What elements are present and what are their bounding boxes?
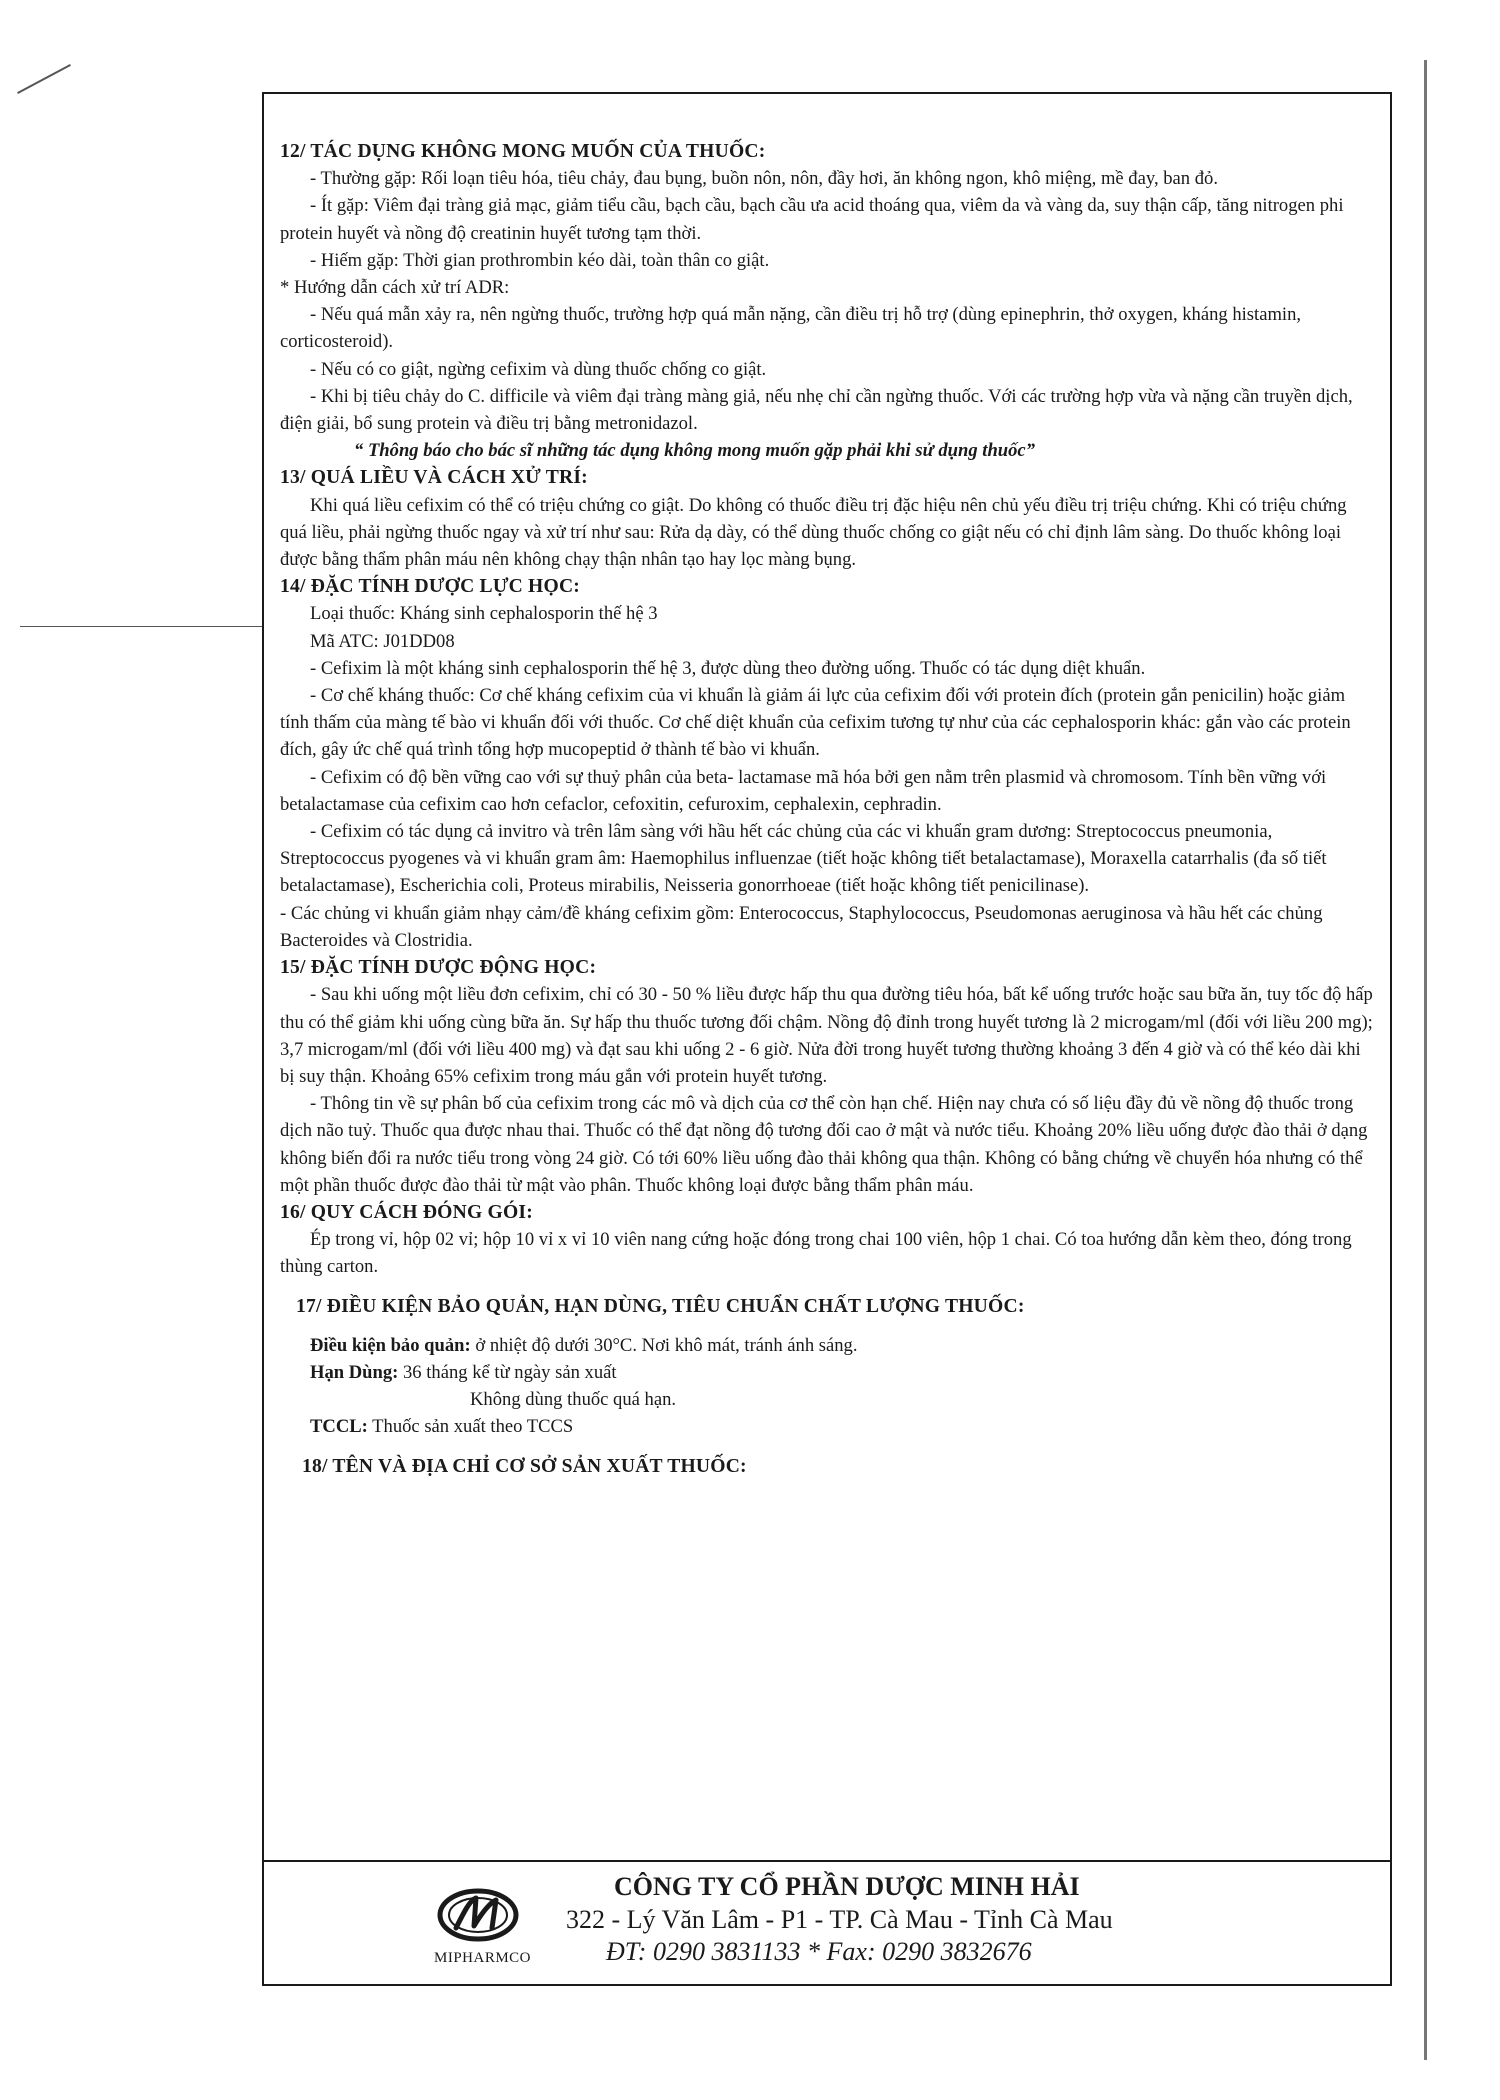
section-18-heading: 18/ TÊN VÀ ĐỊA CHỈ CƠ SỞ SẢN XUẤT THUỐC: <box>302 1455 747 1477</box>
section-17-heading: 17/ ĐIỀU KIỆN BẢO QUẢN, HẠN DÙNG, TIÊU CHUẨN CHẤT LƯỢNG THUỐC: <box>296 1295 1025 1317</box>
section-16-heading: 16/ QUY CÁCH ĐÓNG GÓI: <box>280 1201 533 1223</box>
adverse-effect-notice: “ Thông báo cho bác sĩ những tác dụng không mong muốn gặp phải khi sử dụng thuốc” <box>354 440 1035 462</box>
tccl-value: Thuốc sản xuất theo TCCS <box>367 1416 574 1438</box>
section-14-line: - Cefixim có tác dụng cả invitro và trên lâm sàng với hầu hết các chủng của các vi khuẩn gram dương: Streptococcus pneumonia, Streptococcus pyogenes và vi khuẩn gram âm: Haemophilus influenzae (tiết hoặc không tiết betalactamase), Moraxella catarrhalis (đa số tiết betalactamase), Escherichia coli, Proteus mirabilis, Neisseria gonorrhoeae (tiết hoặc không tiết penicilinase). <box>280 821 1327 897</box>
adr-line: - Khi bị tiêu chảy do C. difficile và viêm đại tràng màng giả, nếu nhẹ chỉ cần ngừng thuốc. Với các trường hợp vừa và nặng cần truyền dịch, điện giải, bổ sung protein và điều trị bằng metronidazol. <box>280 385 1353 435</box>
mipharmco-logo-icon <box>436 1882 520 1948</box>
section-12-line: - Hiếm gặp: Thời gian prothrombin kéo dài, toàn thân co giật. <box>310 249 770 271</box>
section-13-heading: 13/ QUÁ LIỀU VÀ CÁCH XỬ TRÍ: <box>280 467 588 489</box>
document-frame <box>262 92 1392 1986</box>
section-13-line: Khi quá liều cefixim có thể có triệu chứng co giật. Do không có thuốc điều trị đặc hiệu nên chủ yếu điều trị triệu chứng. Khi có triệu chứng quá liều, phải ngừng thuốc ngay và xử trí như sau: Rửa dạ dày, có thể dùng thuốc chống co giật nếu có chỉ định lâm sàng. Do thuốc không loại được bằng thẩm phân máu nên không chạy thận nhân tạo hay lọc màng bụng. <box>280 494 1347 571</box>
section-14-heading: 14/ ĐẶC TÍNH DƯỢC LỰC HỌC: <box>280 576 581 598</box>
expiry-value: 36 tháng kể từ ngày sản xuất <box>398 1361 617 1383</box>
company-name: CÔNG TY CỔ PHẦN DƯỢC MINH HẢI <box>614 1872 1080 1901</box>
section-15-heading: 15/ ĐẶC TÍNH DƯỢC ĐỘNG HỌC: <box>280 957 597 979</box>
expiry <box>280 1359 1376 1386</box>
section-12-line: - Thường gặp: Rối loạn tiêu hóa, tiêu chảy, đau bụng, buồn nôn, nôn, đầy hơi, ăn không ngon, khô miệng, mề đay, ban đỏ. <box>310 168 1218 190</box>
drug-class: Loại thuốc: Kháng sinh cephalosporin thế hệ 3 <box>310 603 658 625</box>
document-content <box>280 138 1376 1480</box>
section-12-heading: 12/ TÁC DỤNG KHÔNG MONG MUỐN CỦA THUỐC: <box>280 141 766 162</box>
quality-standard <box>280 1413 1376 1440</box>
atc-code: Mã ATC: J01DD08 <box>310 630 455 652</box>
scan-line-left <box>20 626 270 627</box>
company-address: 322 - Lý Văn Lâm - P1 - TP. Cà Mau - Tỉnh Cà Mau <box>566 1905 1113 1934</box>
expiry-note: Không dùng thuốc quá hạn. <box>470 1389 677 1411</box>
adr-line: - Nếu quá mẫn xảy ra, nên ngừng thuốc, trường hợp quá mẫn nặng, cần điều trị hỗ trợ (dùng epinephrin, thở oxygen, kháng histamin, corticosteroid). <box>280 304 1302 353</box>
section-14-line: - Cefixim là một kháng sinh cephalosporin thế hệ 3, được dùng theo đường uống. Thuốc có tác dụng diệt khuẩn. <box>310 657 1146 679</box>
company-phone-fax: ĐT: 0290 3831133 * Fax: 0290 3832676 <box>606 1937 1032 1966</box>
storage-label: Điều kiện bảo quản: <box>310 1334 471 1356</box>
adr-line: - Nếu có co giật, ngừng cefixim và dùng thuốc chống co giật. <box>310 358 767 380</box>
scan-edge-right <box>1424 60 1427 2060</box>
company-block <box>566 1870 1286 1968</box>
section-14-line: - Cơ chế kháng thuốc: Cơ chế kháng cefixim của vi khuẩn là giảm ái lực của cefixim đối với protein đích (protein gắn penicilin) hoặc giảm tính thấm của màng tế bào vi khuẩn đối với thuốc. Cơ chế diệt khuẩn của cefixim tương tự như của các cephalosporin khác: gắn vào các protein đích, gây ức chế quá trình tổng hợp mucopeptid ở thành tế bào vi khuẩn. <box>280 685 1351 761</box>
adr-guide-title: * Hướng dẫn cách xử trí ADR: <box>280 277 510 299</box>
section-15-line: - Thông tin về sự phân bố của cefixim trong các mô và dịch của cơ thể còn hạn chế. Hiện nay chưa có số liệu đầy đủ về nồng độ thuốc trong dịch não tuỷ. Thuốc qua được nhau thai. Thuốc có thể đạt nồng độ tương đối cao ở mật và nước tiểu. Khoảng 20% liều uống được đào thải ở dạng không biến đổi ra nước tiểu trong vòng 24 giờ. Có tới 60% liều uống đào thải không qua thận. Không có bằng chứng về chuyển hóa nhưng có thể một phần thuốc được đào thải từ mật vào phân. Thuốc không loại được bằng thẩm phân máu. <box>280 1093 1368 1196</box>
section-16-line: Ép trong vỉ, hộp 02 vỉ; hộp 10 vỉ x vỉ 10 viên nang cứng hoặc đóng trong chai 100 viên, hộp 1 chai. Có toa hướng dẫn kèm theo, đóng trong thùng carton. <box>280 1229 1352 1278</box>
storage-value: ở nhiệt độ dưới 30°C. Nơi khô mát, tránh ánh sáng. <box>470 1334 858 1356</box>
logo-label: MIPHARMCO <box>434 1950 532 1966</box>
manufacturer-footer <box>264 1860 1390 1984</box>
scan-mark-top-left <box>17 64 71 94</box>
storage-conditions <box>280 1332 1376 1359</box>
tccl-label: TCCL: <box>310 1416 368 1438</box>
section-14-line: - Cefixim có độ bền vững cao với sự thuỷ phân của beta- lactamase mã hóa bởi gen nằm trên plasmid và chromosom. Tính bền vững với betalactamase của cefixim cao hơn cefaclor, cefoxitin, cefuroxim, cephalexin, cephradin. <box>280 766 1327 815</box>
section-14-line: - Các chủng vi khuẩn giảm nhạy cảm/đề kháng cefixim gồm: Enterococcus, Staphylococcus, Pseudomonas aeruginosa và hầu hết các chủng Bacteroides và Clostridia. <box>280 902 1323 951</box>
section-12-line: - Ít gặp: Viêm đại tràng giả mạc, giảm tiểu cầu, bạch cầu, bạch cầu ưa acid thoáng qua, viêm da và vàng da, suy thận cấp, tăng nitrogen phi protein huyết và nồng độ creatinin huyết tương tạm thời. <box>280 195 1344 244</box>
section-15-line: - Sau khi uống một liều đơn cefixim, chỉ có 30 - 50 % liều được hấp thu qua đường tiêu hóa, bất kể uống trước hoặc sau bữa ăn, tuy tốc độ hấp thu có thể giảm khi uống cùng bữa ăn. Sự hấp thu thuốc tương đối chậm. Nồng độ đỉnh trong huyết tương là 2 microgam/ml (đối với liều 200 mg); 3,7 microgam/ml (đối với liều 400 mg) và đạt sau khi uống 2 - 6 giờ. Nửa đời trong huyết tương thường khoảng 3 đến 4 giờ và có thể kéo dài khi bị suy thận. Khoảng 65% cefixim trong máu gắn với protein huyết tương. <box>280 984 1373 1087</box>
expiry-label: Hạn Dùng: <box>310 1361 399 1383</box>
